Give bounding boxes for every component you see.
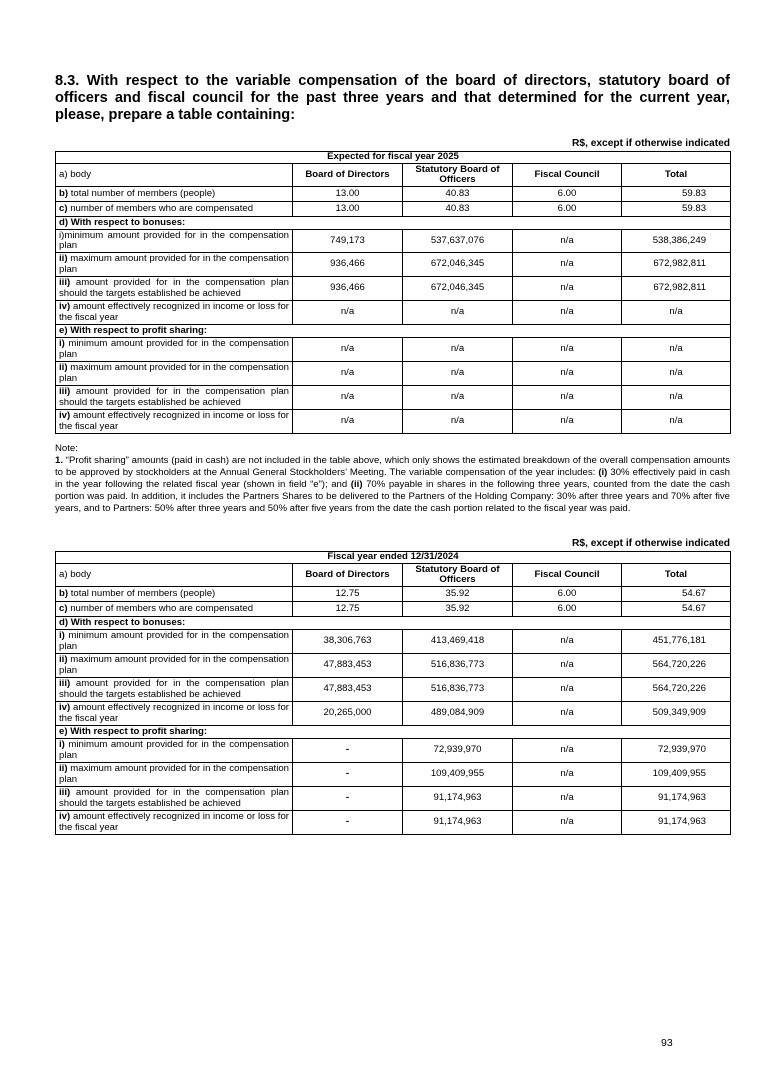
cell: n/a	[513, 630, 622, 654]
compensation-table-2025	[55, 151, 731, 434]
table-row	[56, 362, 731, 386]
row-label: i) minimum amount provided for in the compensation plan	[56, 338, 293, 362]
table-row	[56, 702, 731, 726]
cell: n/a	[513, 410, 622, 434]
cell: 91,174,963	[622, 811, 731, 835]
cell: n/a	[513, 678, 622, 702]
cell: 54.67	[622, 587, 731, 602]
row-label: i) minimum amount provided for in the compensation plan	[56, 630, 293, 654]
cell: n/a	[513, 386, 622, 410]
cell: n/a	[513, 739, 622, 763]
table-row	[56, 787, 731, 811]
row-label: iv) amount effectively recognized in income or loss for the fiscal year	[56, 301, 293, 325]
cell: 59.83	[622, 202, 731, 217]
table-row	[56, 763, 731, 787]
cell: 54.67	[622, 602, 731, 617]
cell: n/a	[403, 362, 513, 386]
cell: 936,466	[293, 277, 403, 301]
row-label: c) number of members who are compensated	[56, 602, 293, 617]
cell: 109,409,955	[622, 763, 731, 787]
column-header-officers: Statutory Board of Officers	[403, 164, 513, 187]
table-row	[56, 811, 731, 835]
cell: 6.00	[513, 187, 622, 202]
table-row	[56, 230, 731, 253]
cell: n/a	[293, 362, 403, 386]
note-label: Note:	[55, 443, 78, 454]
table-row	[56, 678, 731, 702]
table-title: Expected for fiscal year 2025	[56, 152, 731, 164]
table-row	[56, 187, 731, 202]
cell: 47,883,453	[293, 654, 403, 678]
table-row	[56, 602, 731, 617]
row-label: ii) maximum amount provided for in the compensation plan	[56, 362, 293, 386]
table-row	[56, 654, 731, 678]
row-label: iii) amount provided for in the compensation plan should the targets established be achieved	[56, 277, 293, 301]
row-label: ii) maximum amount provided for in the compensation plan	[56, 763, 293, 787]
cell: 489,084,909	[403, 702, 513, 726]
column-header-total: Total	[622, 564, 731, 587]
row-label: i)minimum amount provided for in the compensation plan	[56, 230, 293, 253]
row-label: iv) amount effectively recognized in income or loss for the fiscal year	[56, 702, 293, 726]
cell: n/a	[513, 811, 622, 835]
cell: n/a	[403, 338, 513, 362]
compensation-table-2024	[55, 551, 731, 835]
cell: 672,982,811	[622, 277, 731, 301]
cell: 20,265,000	[293, 702, 403, 726]
column-header-board: Board of Directors	[293, 564, 403, 587]
cell: n/a	[513, 362, 622, 386]
cell: 672,982,811	[622, 253, 731, 277]
cell: n/a	[513, 338, 622, 362]
section-profit-sharing: e) With respect to profit sharing:	[56, 325, 731, 338]
cell: 91,174,963	[403, 787, 513, 811]
cell: 40.83	[403, 202, 513, 217]
column-header-fiscal: Fiscal Council	[513, 164, 622, 187]
cell: n/a	[293, 338, 403, 362]
cell: -	[293, 763, 403, 787]
cell: 538,386,249	[622, 230, 731, 253]
section-bonuses: d) With respect to bonuses:	[56, 617, 731, 630]
cell: n/a	[622, 301, 731, 325]
cell: 516,836,773	[403, 654, 513, 678]
row-label: i) minimum amount provided for in the compensation plan	[56, 739, 293, 763]
column-header-board: Board of Directors	[293, 164, 403, 187]
row-label: b) total number of members (people)	[56, 187, 293, 202]
cell: 12.75	[293, 587, 403, 602]
cell: n/a	[513, 301, 622, 325]
cell: 91,174,963	[622, 787, 731, 811]
cell: 6.00	[513, 587, 622, 602]
cell: 47,883,453	[293, 678, 403, 702]
section-heading: 8.3. With respect to the variable compensation of the board of directors, statutory board of officers and fiscal council for the past three years and that determined for the current year, please, prepare a table containing:	[55, 73, 730, 123]
table-row	[56, 301, 731, 325]
table-row	[56, 277, 731, 301]
cell: n/a	[513, 277, 622, 301]
page-number: 93	[661, 1037, 673, 1049]
cell: 509,349,909	[622, 702, 731, 726]
cell: 35.92	[403, 587, 513, 602]
row-label: iii) amount provided for in the compensation plan should the targets established be achieved	[56, 787, 293, 811]
cell: 6.00	[513, 202, 622, 217]
column-header-body: a) body	[56, 164, 293, 187]
section-bonuses: d) With respect to bonuses:	[56, 217, 731, 230]
table-row	[56, 587, 731, 602]
currency-caption-2: R$, except if otherwise indicated	[572, 538, 730, 549]
row-label: iii) amount provided for in the compensation plan should the targets established be achieved	[56, 386, 293, 410]
cell: 672,046,345	[403, 253, 513, 277]
cell: -	[293, 739, 403, 763]
cell: 936,466	[293, 253, 403, 277]
row-label: c) number of members who are compensated	[56, 202, 293, 217]
row-label: iii) amount provided for in the compensation plan should the targets established be achieved	[56, 678, 293, 702]
cell: n/a	[403, 301, 513, 325]
cell: 109,409,955	[403, 763, 513, 787]
cell: 40.83	[403, 187, 513, 202]
table-row	[56, 739, 731, 763]
column-header-total: Total	[622, 164, 731, 187]
table-row	[56, 386, 731, 410]
cell: 749,173	[293, 230, 403, 253]
cell: n/a	[513, 230, 622, 253]
table-row	[56, 410, 731, 434]
cell: 6.00	[513, 602, 622, 617]
row-label: b) total number of members (people)	[56, 587, 293, 602]
currency-caption-1: R$, except if otherwise indicated	[572, 138, 730, 149]
cell: -	[293, 811, 403, 835]
cell: 13.00	[293, 202, 403, 217]
table-row	[56, 630, 731, 654]
table-title: Fiscal year ended 12/31/2024	[56, 552, 731, 564]
row-label: iv) amount effectively recognized in income or loss for the fiscal year	[56, 811, 293, 835]
table-row	[56, 338, 731, 362]
cell: n/a	[513, 763, 622, 787]
cell: n/a	[622, 338, 731, 362]
table-row	[56, 253, 731, 277]
cell: 564,720,226	[622, 678, 731, 702]
cell: 516,836,773	[403, 678, 513, 702]
note-text: 1. “Profit sharing” amounts (paid in cash) are not included in the table above, which only shows the estimated breakdown of the overall compensation amounts to be approved by stockholders at the Annual General Stockholders’ Meeting. The variable compensation of the year includes: (i) 30% effectively paid in cash in the year following the related fiscal year (shown in field “e”); and (ii) 70% payable in shares in the following three years, counted from the date the cash portion was paid. In addition, it includes the Partners Shares to be delivered to the Partners of the Holding Company: 30% after three years and 70% after five years, and to Partners: 50% after three years and 50% after five years from the date the cash portion related to the fiscal year was paid.	[55, 455, 730, 515]
column-header-fiscal: Fiscal Council	[513, 564, 622, 587]
cell: 38,306,763	[293, 630, 403, 654]
table-note	[55, 443, 730, 516]
cell: n/a	[622, 410, 731, 434]
section-profit-sharing: e) With respect to profit sharing:	[56, 726, 731, 739]
cell: n/a	[513, 654, 622, 678]
cell: 537,637,076	[403, 230, 513, 253]
cell: n/a	[403, 410, 513, 434]
row-label: ii) maximum amount provided for in the compensation plan	[56, 253, 293, 277]
cell: 451,776,181	[622, 630, 731, 654]
row-label: ii) maximum amount provided for in the compensation plan	[56, 654, 293, 678]
cell: n/a	[513, 702, 622, 726]
cell: n/a	[622, 386, 731, 410]
cell: 12.75	[293, 602, 403, 617]
table-row	[56, 202, 731, 217]
cell: n/a	[293, 301, 403, 325]
cell: n/a	[293, 410, 403, 434]
cell: 672,046,345	[403, 277, 513, 301]
column-header-officers: Statutory Board of Officers	[403, 564, 513, 587]
cell: n/a	[513, 787, 622, 811]
cell: 59.83	[622, 187, 731, 202]
cell: n/a	[513, 253, 622, 277]
cell: 413,469,418	[403, 630, 513, 654]
cell: 35.92	[403, 602, 513, 617]
cell: 72,939,970	[622, 739, 731, 763]
cell: n/a	[622, 362, 731, 386]
cell: n/a	[403, 386, 513, 410]
cell: 564,720,226	[622, 654, 731, 678]
row-label: iv) amount effectively recognized in income or loss for the fiscal year	[56, 410, 293, 434]
cell: 91,174,963	[403, 811, 513, 835]
cell: -	[293, 787, 403, 811]
column-header-body: a) body	[56, 564, 293, 587]
cell: 72,939,970	[403, 739, 513, 763]
cell: 13.00	[293, 187, 403, 202]
cell: n/a	[293, 386, 403, 410]
